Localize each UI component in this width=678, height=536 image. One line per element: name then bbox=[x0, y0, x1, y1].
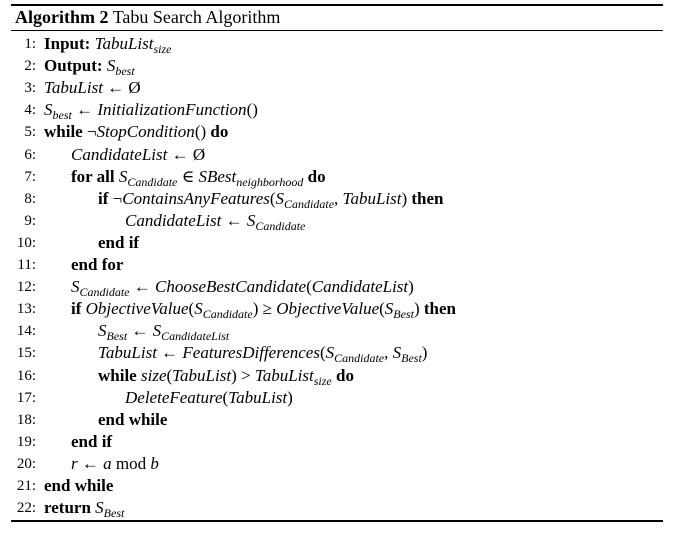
line-number: 9: bbox=[24, 212, 36, 229]
line-code bbox=[44, 77, 141, 99]
identifier: a bbox=[103, 453, 112, 473]
identifier: r bbox=[71, 453, 78, 473]
line-code bbox=[44, 475, 113, 497]
subscript: Candidate bbox=[284, 196, 335, 211]
operator: ← Ø bbox=[102, 78, 141, 98]
operator: ← bbox=[77, 453, 104, 473]
line-number: 16: bbox=[16, 367, 36, 384]
identifier: ChooseBestCandidate bbox=[155, 277, 307, 297]
identifier: S bbox=[152, 321, 162, 341]
line-code bbox=[71, 254, 123, 276]
operator: () bbox=[194, 122, 211, 142]
keyword: while bbox=[98, 365, 141, 385]
operator: ( bbox=[379, 299, 385, 319]
identifier: S bbox=[384, 299, 394, 319]
line-code bbox=[98, 232, 139, 254]
identifier: TabuList bbox=[44, 78, 103, 98]
operator: ← bbox=[129, 277, 155, 297]
operator: ∈ bbox=[177, 166, 199, 186]
identifier: TabuList bbox=[342, 188, 402, 208]
keyword: while bbox=[44, 122, 87, 142]
line-code bbox=[125, 387, 293, 409]
identifier: size bbox=[140, 365, 167, 385]
operator: ( bbox=[222, 387, 229, 407]
line-code bbox=[71, 431, 112, 453]
subscript: CandidateList bbox=[161, 329, 230, 344]
operator: ( bbox=[319, 343, 326, 363]
operator: ( bbox=[306, 277, 312, 297]
keyword: do bbox=[210, 122, 229, 142]
subscript: Best bbox=[393, 307, 414, 322]
operator: ← bbox=[127, 321, 153, 341]
algorithm-title: Tabu Search Algorithm bbox=[112, 7, 281, 27]
line-number: 5: bbox=[24, 124, 36, 141]
operator: ← bbox=[221, 210, 247, 230]
identifier: SBest bbox=[198, 166, 237, 186]
operator: ( bbox=[166, 365, 173, 385]
keyword: Input: bbox=[44, 34, 95, 53]
operator: ← bbox=[71, 100, 98, 120]
keyword: then bbox=[411, 188, 444, 208]
keyword: Output: bbox=[44, 56, 107, 76]
line-number: 21: bbox=[16, 478, 36, 494]
identifier: b bbox=[150, 453, 159, 473]
algorithm-label: Algorithm 2 bbox=[15, 7, 109, 27]
identifier: ObjectiveValue bbox=[276, 299, 380, 319]
operator: mod bbox=[111, 453, 151, 473]
subscript: Candidate bbox=[255, 218, 306, 233]
line-number: 19: bbox=[16, 433, 36, 450]
identifier: TabuList bbox=[94, 34, 154, 53]
identifier: StopCondition bbox=[96, 122, 195, 142]
keyword: do bbox=[303, 166, 326, 186]
identifier: InitializationFunction bbox=[97, 100, 247, 120]
keyword: return bbox=[44, 498, 96, 518]
line-number: 1: bbox=[24, 36, 36, 52]
line-code bbox=[98, 409, 167, 431]
keyword: do bbox=[331, 365, 354, 385]
line-number: 7: bbox=[24, 168, 36, 185]
identifier: S bbox=[194, 299, 203, 319]
keyword: end if bbox=[71, 431, 113, 451]
line-number: 3: bbox=[24, 80, 36, 97]
operator: ¬ bbox=[112, 188, 123, 208]
line-code bbox=[44, 121, 228, 143]
subscript: Candidate bbox=[79, 285, 130, 300]
line-number: 14: bbox=[16, 323, 36, 340]
subscript: Candidate bbox=[334, 351, 385, 366]
identifier: S bbox=[95, 498, 104, 518]
operator: , bbox=[334, 188, 343, 208]
operator: , bbox=[384, 343, 393, 363]
keyword: end while bbox=[44, 476, 114, 495]
line-number: 22: bbox=[16, 500, 36, 517]
operator: ) bbox=[401, 188, 412, 208]
subscript: Best bbox=[106, 329, 128, 344]
subscript: size bbox=[313, 373, 332, 388]
keyword: then bbox=[423, 299, 457, 319]
operator: ) bbox=[287, 387, 293, 407]
operator: ← Ø bbox=[167, 144, 206, 164]
operator: ) bbox=[421, 343, 428, 363]
identifier: S bbox=[98, 321, 107, 341]
subscript: Candidate bbox=[202, 307, 253, 322]
line-number: 6: bbox=[24, 146, 36, 163]
line-number: 18: bbox=[16, 411, 36, 428]
identifier: CandidateList bbox=[311, 277, 409, 297]
caption-rule bbox=[11, 30, 663, 31]
line-number: 8: bbox=[24, 190, 36, 207]
subscript: neighborhood bbox=[236, 174, 304, 189]
identifier: FeaturesDifferences bbox=[182, 343, 320, 363]
keyword: end for bbox=[71, 255, 124, 274]
operator: ) > bbox=[231, 365, 255, 385]
line-number: 17: bbox=[16, 389, 36, 406]
keyword: end while bbox=[98, 409, 168, 429]
line-code bbox=[71, 144, 205, 166]
identifier: ObjectiveValue bbox=[85, 299, 189, 319]
line-number: 4: bbox=[24, 102, 36, 119]
operator: ( bbox=[188, 299, 195, 319]
operator: ) ≥ bbox=[252, 299, 277, 319]
identifier: ContainsAnyFeatures bbox=[122, 188, 270, 208]
line-code bbox=[125, 210, 305, 237]
operator: ) bbox=[413, 299, 424, 319]
line-number: 13: bbox=[16, 301, 36, 318]
subscript: Best bbox=[401, 351, 422, 366]
operator: ) bbox=[408, 277, 414, 297]
line-number: 20: bbox=[16, 455, 36, 472]
keyword: if bbox=[98, 188, 113, 208]
line-number: 15: bbox=[16, 345, 36, 362]
identifier: TabuList bbox=[98, 343, 157, 363]
keyword: if bbox=[71, 299, 86, 319]
identifier: S bbox=[246, 210, 256, 230]
keyword: end if bbox=[98, 232, 140, 252]
subscript: Best bbox=[103, 506, 125, 521]
subscript: best bbox=[115, 64, 135, 79]
identifier: CandidateList bbox=[125, 210, 222, 230]
subscript: Candidate bbox=[127, 174, 178, 189]
line-number: 11: bbox=[17, 257, 36, 273]
identifier: TabuList bbox=[172, 365, 232, 385]
bottom-rule bbox=[11, 520, 663, 522]
identifier: TabuList bbox=[254, 365, 314, 385]
identifier: S bbox=[325, 343, 335, 363]
identifier: S bbox=[275, 188, 285, 208]
identifier: S bbox=[71, 277, 80, 297]
identifier: TabuList bbox=[228, 387, 288, 407]
identifier: S bbox=[44, 100, 53, 120]
subscript: best bbox=[52, 108, 72, 123]
identifier: DeleteFeature bbox=[125, 387, 223, 407]
line-number: 10: bbox=[16, 234, 36, 251]
line-number: 2: bbox=[24, 58, 36, 75]
operator: ← bbox=[156, 343, 183, 363]
line-number: 12: bbox=[16, 279, 36, 296]
line-code bbox=[71, 453, 159, 475]
algorithm-caption bbox=[15, 6, 280, 28]
operator: () bbox=[246, 100, 258, 120]
operator: ( bbox=[269, 188, 276, 208]
identifier: S bbox=[118, 166, 128, 186]
operator: ¬ bbox=[86, 122, 97, 142]
identifier: S bbox=[106, 56, 116, 76]
keyword: for all bbox=[71, 166, 119, 186]
identifier: CandidateList bbox=[71, 144, 168, 164]
identifier: S bbox=[392, 343, 402, 363]
subscript: size bbox=[153, 42, 172, 56]
